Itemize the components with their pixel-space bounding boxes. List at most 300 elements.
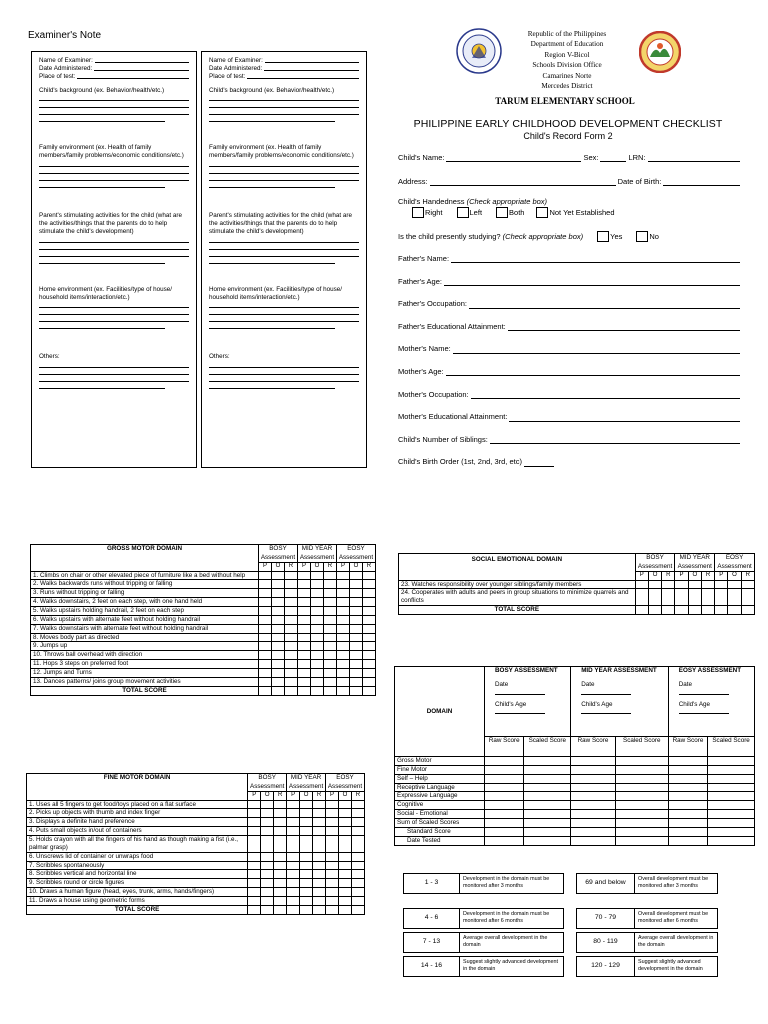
score-cell[interactable]: [287, 835, 300, 852]
summary-score-cell[interactable]: [708, 792, 755, 801]
total-cell[interactable]: [271, 686, 284, 695]
score-cell[interactable]: [284, 677, 297, 686]
hand-option[interactable]: [412, 207, 443, 218]
score-cell[interactable]: [297, 606, 310, 615]
score-cell[interactable]: [274, 896, 287, 905]
note-lines[interactable]: [209, 160, 359, 188]
score-cell[interactable]: [284, 598, 297, 607]
summary-score-cell[interactable]: [668, 792, 707, 801]
score-cell[interactable]: [284, 651, 297, 660]
summary-score-cell[interactable]: [485, 783, 524, 792]
score-cell[interactable]: [715, 580, 728, 589]
score-cell[interactable]: [323, 606, 336, 615]
score-cell[interactable]: [248, 888, 261, 897]
score-cell[interactable]: [323, 598, 336, 607]
score-cell[interactable]: [338, 879, 351, 888]
summary-score-cell[interactable]: [524, 792, 571, 801]
checkbox-icon[interactable]: [597, 231, 609, 242]
score-cell[interactable]: [323, 642, 336, 651]
score-cell[interactable]: [287, 852, 300, 861]
score-cell[interactable]: [313, 870, 326, 879]
score-cell[interactable]: [310, 571, 323, 580]
note-lines[interactable]: [209, 236, 359, 264]
score-cell[interactable]: [310, 589, 323, 598]
score-cell[interactable]: [248, 827, 261, 836]
summary-score-cell[interactable]: [485, 819, 524, 828]
summary-score-cell[interactable]: [708, 836, 755, 845]
score-cell[interactable]: [326, 809, 339, 818]
score-cell[interactable]: [271, 598, 284, 607]
score-cell[interactable]: [284, 571, 297, 580]
summary-score-cell[interactable]: [668, 765, 707, 774]
summary-score-cell[interactable]: [524, 827, 571, 836]
mother-age-field[interactable]: [446, 368, 740, 376]
total-cell[interactable]: [728, 606, 741, 615]
summary-score-cell[interactable]: [668, 757, 707, 766]
score-cell[interactable]: [261, 835, 274, 852]
score-cell[interactable]: [336, 624, 349, 633]
score-cell[interactable]: [310, 598, 323, 607]
birth-order-field[interactable]: [524, 459, 554, 467]
score-cell[interactable]: [297, 615, 310, 624]
score-cell[interactable]: [362, 677, 375, 686]
score-cell[interactable]: [271, 615, 284, 624]
score-cell[interactable]: [326, 861, 339, 870]
score-cell[interactable]: [258, 615, 271, 624]
score-cell[interactable]: [326, 827, 339, 836]
score-cell[interactable]: [362, 642, 375, 651]
score-cell[interactable]: [297, 660, 310, 669]
place-of-test-field[interactable]: [77, 73, 189, 79]
score-cell[interactable]: [336, 580, 349, 589]
score-cell[interactable]: [300, 818, 313, 827]
score-cell[interactable]: [258, 598, 271, 607]
score-cell[interactable]: [349, 651, 362, 660]
summary-score-cell[interactable]: [708, 757, 755, 766]
summary-score-cell[interactable]: [668, 827, 707, 836]
date-field[interactable]: [495, 689, 545, 695]
score-cell[interactable]: [274, 809, 287, 818]
summary-score-cell[interactable]: [485, 810, 524, 819]
score-cell[interactable]: [349, 633, 362, 642]
summary-score-cell[interactable]: [615, 757, 668, 766]
score-cell[interactable]: [297, 668, 310, 677]
score-cell[interactable]: [336, 668, 349, 677]
total-cell[interactable]: [323, 686, 336, 695]
score-cell[interactable]: [261, 870, 274, 879]
dob-field[interactable]: [663, 178, 740, 186]
score-cell[interactable]: [274, 861, 287, 870]
score-cell[interactable]: [297, 624, 310, 633]
score-cell[interactable]: [648, 580, 661, 589]
summary-score-cell[interactable]: [708, 810, 755, 819]
summary-score-cell[interactable]: [571, 765, 616, 774]
father-name-field[interactable]: [451, 255, 740, 263]
mother-education-field[interactable]: [509, 414, 740, 422]
summary-score-cell[interactable]: [615, 783, 668, 792]
score-cell[interactable]: [274, 827, 287, 836]
summary-score-cell[interactable]: [571, 836, 616, 845]
score-cell[interactable]: [300, 835, 313, 852]
score-cell[interactable]: [300, 879, 313, 888]
father-age-field[interactable]: [444, 278, 740, 286]
score-cell[interactable]: [248, 800, 261, 809]
summary-score-cell[interactable]: [571, 792, 616, 801]
score-cell[interactable]: [284, 615, 297, 624]
score-cell[interactable]: [336, 606, 349, 615]
note-lines[interactable]: [209, 94, 359, 122]
summary-score-cell[interactable]: [571, 819, 616, 828]
note-lines[interactable]: [39, 301, 189, 329]
score-cell[interactable]: [300, 800, 313, 809]
score-cell[interactable]: [351, 852, 364, 861]
summary-score-cell[interactable]: [571, 783, 616, 792]
score-cell[interactable]: [323, 589, 336, 598]
date-administered-field[interactable]: [264, 65, 359, 71]
score-cell[interactable]: [349, 606, 362, 615]
summary-score-cell[interactable]: [668, 819, 707, 828]
score-cell[interactable]: [271, 651, 284, 660]
score-cell[interactable]: [297, 651, 310, 660]
hand-option[interactable]: [457, 207, 483, 218]
score-cell[interactable]: [338, 888, 351, 897]
checkbox-icon[interactable]: [496, 207, 508, 218]
score-cell[interactable]: [271, 660, 284, 669]
summary-score-cell[interactable]: [524, 801, 571, 810]
total-cell[interactable]: [338, 905, 351, 914]
total-cell[interactable]: [336, 686, 349, 695]
score-cell[interactable]: [248, 809, 261, 818]
father-education-field[interactable]: [508, 323, 740, 331]
score-cell[interactable]: [274, 818, 287, 827]
summary-score-cell[interactable]: [571, 801, 616, 810]
summary-score-cell[interactable]: [668, 836, 707, 845]
score-cell[interactable]: [287, 896, 300, 905]
score-cell[interactable]: [287, 861, 300, 870]
score-cell[interactable]: [349, 624, 362, 633]
score-cell[interactable]: [323, 677, 336, 686]
score-cell[interactable]: [274, 835, 287, 852]
summary-score-cell[interactable]: [485, 836, 524, 845]
score-cell[interactable]: [258, 633, 271, 642]
score-cell[interactable]: [274, 800, 287, 809]
score-cell[interactable]: [271, 642, 284, 651]
score-cell[interactable]: [351, 818, 364, 827]
score-cell[interactable]: [323, 571, 336, 580]
score-cell[interactable]: [313, 835, 326, 852]
score-cell[interactable]: [274, 879, 287, 888]
lrn-field[interactable]: [648, 154, 740, 162]
hand-option[interactable]: [496, 207, 524, 218]
score-cell[interactable]: [313, 888, 326, 897]
score-cell[interactable]: [261, 818, 274, 827]
score-cell[interactable]: [701, 589, 714, 606]
score-cell[interactable]: [310, 633, 323, 642]
score-cell[interactable]: [310, 615, 323, 624]
score-cell[interactable]: [258, 606, 271, 615]
examiner-name-field[interactable]: [95, 57, 189, 63]
score-cell[interactable]: [248, 861, 261, 870]
score-cell[interactable]: [300, 852, 313, 861]
score-cell[interactable]: [323, 624, 336, 633]
total-cell[interactable]: [715, 606, 728, 615]
score-cell[interactable]: [297, 633, 310, 642]
score-cell[interactable]: [338, 835, 351, 852]
total-cell[interactable]: [635, 606, 648, 615]
siblings-field[interactable]: [490, 436, 740, 444]
score-cell[interactable]: [300, 861, 313, 870]
score-cell[interactable]: [338, 861, 351, 870]
summary-score-cell[interactable]: [615, 827, 668, 836]
score-cell[interactable]: [362, 633, 375, 642]
score-cell[interactable]: [300, 827, 313, 836]
score-cell[interactable]: [338, 870, 351, 879]
score-cell[interactable]: [351, 835, 364, 852]
note-lines[interactable]: [209, 301, 359, 329]
studying-option[interactable]: [597, 231, 622, 242]
score-cell[interactable]: [326, 835, 339, 852]
checkbox-icon[interactable]: [412, 207, 424, 218]
score-cell[interactable]: [349, 571, 362, 580]
summary-score-cell[interactable]: [708, 765, 755, 774]
checkbox-icon[interactable]: [536, 207, 548, 218]
mother-name-field[interactable]: [453, 346, 740, 354]
score-cell[interactable]: [261, 800, 274, 809]
score-cell[interactable]: [258, 642, 271, 651]
score-cell[interactable]: [349, 642, 362, 651]
score-cell[interactable]: [284, 642, 297, 651]
score-cell[interactable]: [728, 580, 741, 589]
summary-score-cell[interactable]: [615, 801, 668, 810]
score-cell[interactable]: [287, 809, 300, 818]
score-cell[interactable]: [349, 660, 362, 669]
score-cell[interactable]: [287, 800, 300, 809]
score-cell[interactable]: [338, 809, 351, 818]
score-cell[interactable]: [741, 580, 754, 589]
score-cell[interactable]: [271, 606, 284, 615]
score-cell[interactable]: [313, 852, 326, 861]
score-cell[interactable]: [635, 580, 648, 589]
score-cell[interactable]: [336, 677, 349, 686]
score-cell[interactable]: [310, 606, 323, 615]
score-cell[interactable]: [351, 879, 364, 888]
score-cell[interactable]: [362, 668, 375, 677]
score-cell[interactable]: [338, 800, 351, 809]
score-cell[interactable]: [351, 827, 364, 836]
summary-score-cell[interactable]: [708, 819, 755, 828]
score-cell[interactable]: [349, 598, 362, 607]
score-cell[interactable]: [688, 589, 701, 606]
score-cell[interactable]: [258, 677, 271, 686]
score-cell[interactable]: [635, 589, 648, 606]
summary-score-cell[interactable]: [708, 774, 755, 783]
date-field[interactable]: [581, 689, 631, 695]
score-cell[interactable]: [362, 606, 375, 615]
summary-score-cell[interactable]: [485, 801, 524, 810]
score-cell[interactable]: [326, 888, 339, 897]
score-cell[interactable]: [274, 870, 287, 879]
score-cell[interactable]: [258, 660, 271, 669]
score-cell[interactable]: [274, 852, 287, 861]
score-cell[interactable]: [349, 589, 362, 598]
score-cell[interactable]: [338, 852, 351, 861]
total-cell[interactable]: [261, 905, 274, 914]
summary-score-cell[interactable]: [615, 819, 668, 828]
score-cell[interactable]: [284, 580, 297, 589]
score-cell[interactable]: [261, 888, 274, 897]
score-cell[interactable]: [258, 651, 271, 660]
place-of-test-field[interactable]: [247, 73, 359, 79]
score-cell[interactable]: [362, 580, 375, 589]
score-cell[interactable]: [248, 852, 261, 861]
score-cell[interactable]: [336, 642, 349, 651]
summary-score-cell[interactable]: [615, 765, 668, 774]
score-cell[interactable]: [287, 870, 300, 879]
score-cell[interactable]: [248, 835, 261, 852]
examiner-name-field[interactable]: [265, 57, 359, 63]
score-cell[interactable]: [323, 668, 336, 677]
score-cell[interactable]: [323, 633, 336, 642]
score-cell[interactable]: [326, 800, 339, 809]
summary-score-cell[interactable]: [524, 765, 571, 774]
score-cell[interactable]: [261, 896, 274, 905]
score-cell[interactable]: [313, 879, 326, 888]
summary-score-cell[interactable]: [708, 801, 755, 810]
total-cell[interactable]: [310, 686, 323, 695]
note-lines[interactable]: [39, 236, 189, 264]
score-cell[interactable]: [326, 870, 339, 879]
score-cell[interactable]: [362, 571, 375, 580]
score-cell[interactable]: [287, 879, 300, 888]
score-cell[interactable]: [313, 827, 326, 836]
score-cell[interactable]: [313, 809, 326, 818]
note-lines[interactable]: [209, 361, 359, 389]
date-administered-field[interactable]: [94, 65, 189, 71]
score-cell[interactable]: [701, 580, 714, 589]
total-cell[interactable]: [284, 686, 297, 695]
score-cell[interactable]: [258, 624, 271, 633]
score-cell[interactable]: [284, 589, 297, 598]
sex-field[interactable]: [600, 154, 626, 162]
total-cell[interactable]: [258, 686, 271, 695]
score-cell[interactable]: [338, 818, 351, 827]
address-field[interactable]: [430, 178, 616, 186]
summary-score-cell[interactable]: [708, 827, 755, 836]
score-cell[interactable]: [284, 633, 297, 642]
score-cell[interactable]: [675, 580, 688, 589]
total-cell[interactable]: [248, 905, 261, 914]
score-cell[interactable]: [728, 589, 741, 606]
summary-score-cell[interactable]: [571, 810, 616, 819]
score-cell[interactable]: [336, 651, 349, 660]
score-cell[interactable]: [336, 615, 349, 624]
score-cell[interactable]: [284, 606, 297, 615]
score-cell[interactable]: [300, 870, 313, 879]
score-cell[interactable]: [336, 660, 349, 669]
score-cell[interactable]: [248, 896, 261, 905]
score-cell[interactable]: [261, 879, 274, 888]
score-cell[interactable]: [362, 660, 375, 669]
score-cell[interactable]: [271, 624, 284, 633]
score-cell[interactable]: [351, 896, 364, 905]
summary-score-cell[interactable]: [524, 819, 571, 828]
score-cell[interactable]: [338, 896, 351, 905]
summary-score-cell[interactable]: [668, 774, 707, 783]
score-cell[interactable]: [310, 677, 323, 686]
score-cell[interactable]: [662, 589, 675, 606]
summary-score-cell[interactable]: [615, 792, 668, 801]
score-cell[interactable]: [323, 651, 336, 660]
total-cell[interactable]: [648, 606, 661, 615]
score-cell[interactable]: [313, 861, 326, 870]
score-cell[interactable]: [287, 827, 300, 836]
age-field[interactable]: [679, 708, 729, 714]
score-cell[interactable]: [351, 870, 364, 879]
score-cell[interactable]: [715, 589, 728, 606]
score-cell[interactable]: [284, 668, 297, 677]
total-cell[interactable]: [300, 905, 313, 914]
total-cell[interactable]: [326, 905, 339, 914]
score-cell[interactable]: [248, 879, 261, 888]
score-cell[interactable]: [688, 580, 701, 589]
score-cell[interactable]: [338, 827, 351, 836]
score-cell[interactable]: [300, 896, 313, 905]
score-cell[interactable]: [287, 818, 300, 827]
score-cell[interactable]: [287, 888, 300, 897]
total-cell[interactable]: [297, 686, 310, 695]
checkbox-icon[interactable]: [636, 231, 648, 242]
score-cell[interactable]: [271, 580, 284, 589]
score-cell[interactable]: [271, 633, 284, 642]
score-cell[interactable]: [297, 580, 310, 589]
summary-score-cell[interactable]: [524, 783, 571, 792]
score-cell[interactable]: [323, 660, 336, 669]
summary-score-cell[interactable]: [524, 810, 571, 819]
score-cell[interactable]: [349, 677, 362, 686]
summary-score-cell[interactable]: [485, 774, 524, 783]
summary-score-cell[interactable]: [485, 792, 524, 801]
summary-score-cell[interactable]: [668, 810, 707, 819]
total-cell[interactable]: [741, 606, 754, 615]
age-field[interactable]: [581, 708, 631, 714]
note-lines[interactable]: [39, 160, 189, 188]
score-cell[interactable]: [313, 800, 326, 809]
score-cell[interactable]: [248, 870, 261, 879]
score-cell[interactable]: [675, 589, 688, 606]
father-occupation-field[interactable]: [469, 301, 740, 309]
summary-score-cell[interactable]: [615, 774, 668, 783]
score-cell[interactable]: [351, 800, 364, 809]
score-cell[interactable]: [297, 677, 310, 686]
score-cell[interactable]: [297, 598, 310, 607]
score-cell[interactable]: [741, 589, 754, 606]
score-cell[interactable]: [349, 580, 362, 589]
score-cell[interactable]: [258, 580, 271, 589]
total-cell[interactable]: [349, 686, 362, 695]
score-cell[interactable]: [326, 896, 339, 905]
score-cell[interactable]: [313, 818, 326, 827]
score-cell[interactable]: [274, 888, 287, 897]
hand-option[interactable]: [536, 207, 614, 218]
summary-score-cell[interactable]: [571, 827, 616, 836]
summary-score-cell[interactable]: [571, 757, 616, 766]
score-cell[interactable]: [310, 668, 323, 677]
score-cell[interactable]: [310, 624, 323, 633]
score-cell[interactable]: [326, 879, 339, 888]
score-cell[interactable]: [258, 571, 271, 580]
score-cell[interactable]: [271, 677, 284, 686]
note-lines[interactable]: [39, 94, 189, 122]
